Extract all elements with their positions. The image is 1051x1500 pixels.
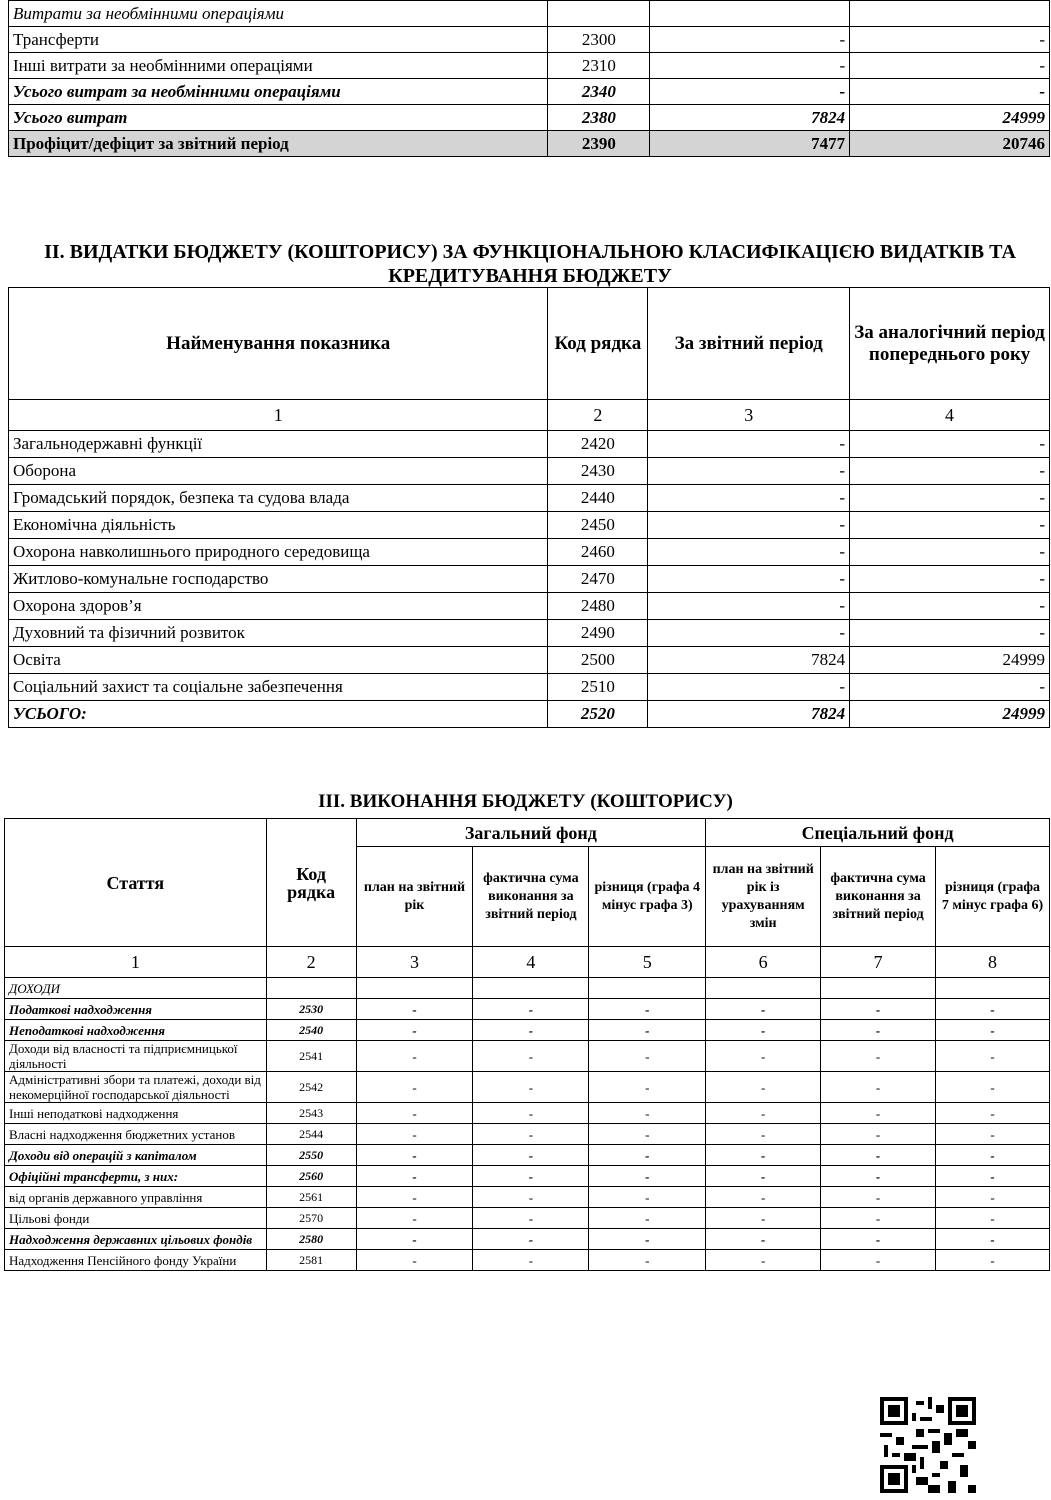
row-value: - — [706, 1072, 821, 1103]
row-value: - — [356, 1145, 473, 1166]
col-index: 2 — [548, 400, 648, 431]
table-row — [9, 539, 1050, 566]
row-code: 2430 — [548, 458, 648, 485]
row-current-value: - — [648, 566, 850, 593]
row-value: - — [821, 1145, 936, 1166]
row-code: 2560 — [266, 1166, 356, 1187]
row-code: 2340 — [548, 79, 650, 105]
empty-cell — [706, 978, 821, 999]
row-value: - — [589, 1103, 706, 1124]
header-g-diff: різниця (графа 4 мінус графа 3) — [589, 847, 706, 947]
row-previous-value — [850, 1, 1050, 27]
row-previous-value: - — [850, 566, 1050, 593]
col-index: 3 — [648, 400, 850, 431]
row-value: - — [821, 1208, 936, 1229]
header-article: Стаття — [5, 819, 267, 947]
row-name: Трансферти — [9, 27, 548, 53]
row-previous-value: - — [850, 53, 1050, 79]
table-row — [5, 1020, 1050, 1041]
col-index: 1 — [5, 947, 267, 978]
row-current-value: - — [650, 79, 850, 105]
row-value: - — [589, 1229, 706, 1250]
table-row — [9, 620, 1050, 647]
row-code: 2520 — [548, 701, 648, 728]
row-value: - — [589, 1250, 706, 1271]
row-article: Доходи від операцій з капіталом — [5, 1145, 267, 1166]
row-value: - — [821, 999, 936, 1020]
col-index: 4 — [850, 400, 1050, 431]
row-value: - — [589, 1020, 706, 1041]
empty-cell — [936, 978, 1050, 999]
header-general-fund: Загальний фонд — [356, 819, 706, 847]
row-value: - — [589, 1124, 706, 1145]
row-value: - — [706, 1145, 821, 1166]
row-value: - — [936, 1072, 1050, 1103]
table-row — [9, 674, 1050, 701]
row-value: - — [706, 1020, 821, 1041]
table-row — [5, 1124, 1050, 1145]
row-value: - — [589, 1145, 706, 1166]
row-value: - — [936, 1145, 1050, 1166]
row-name: Освіта — [9, 647, 548, 674]
header-s-diff: різниця (графа 7 мінус графа 6) — [936, 847, 1050, 947]
col-index: 4 — [473, 947, 589, 978]
row-value: - — [936, 1187, 1050, 1208]
table-row — [9, 593, 1050, 620]
row-value: - — [821, 1250, 936, 1271]
row-current-value — [650, 1, 850, 27]
row-value: - — [356, 999, 473, 1020]
row-previous-value: - — [850, 539, 1050, 566]
row-value: - — [706, 999, 821, 1020]
row-value: - — [473, 1041, 589, 1072]
row-code: 2450 — [548, 512, 648, 539]
row-value: - — [473, 1072, 589, 1103]
col-index: 2 — [266, 947, 356, 978]
table-row — [9, 485, 1050, 512]
row-value: - — [356, 1041, 473, 1072]
table-row — [9, 458, 1050, 485]
row-value: - — [356, 1187, 473, 1208]
row-name: Усього витрат за необмінними операціями — [9, 79, 548, 105]
row-value: - — [936, 1124, 1050, 1145]
table-row — [9, 131, 1050, 157]
row-name: Усього витрат — [9, 105, 548, 131]
row-code: 2490 — [548, 620, 648, 647]
row-code: 2570 — [266, 1208, 356, 1229]
row-name: Охорона здоров’я — [9, 593, 548, 620]
row-value: - — [821, 1124, 936, 1145]
row-value: - — [821, 1041, 936, 1072]
header-previous: За аналогічний період попереднього року — [850, 288, 1050, 400]
row-current-value: 7824 — [650, 105, 850, 131]
table-row — [5, 1103, 1050, 1124]
table-row — [5, 1250, 1050, 1271]
row-value: - — [473, 1145, 589, 1166]
row-current-value: 7824 — [648, 647, 850, 674]
empty-cell — [821, 978, 936, 999]
row-value: - — [936, 1208, 1050, 1229]
row-article: Офіційні трансферти, з них: — [5, 1166, 267, 1187]
row-code: 2581 — [266, 1250, 356, 1271]
row-current-value: - — [650, 53, 850, 79]
header-g-actual: фактична сума виконання за звітний період — [473, 847, 589, 947]
row-value: - — [706, 1103, 821, 1124]
row-code: 2460 — [548, 539, 648, 566]
row-current-value: - — [648, 620, 850, 647]
row-value: - — [473, 1250, 589, 1271]
empty-cell — [589, 978, 706, 999]
row-value: - — [821, 1103, 936, 1124]
functional-expenses-table — [8, 287, 1050, 728]
row-article: Адміністративні збори та платежі, доходи від некомерційної господарської діяльності — [5, 1072, 267, 1103]
table-row — [9, 701, 1050, 728]
row-value: - — [821, 1166, 936, 1187]
row-value: - — [473, 1187, 589, 1208]
row-code: 2543 — [266, 1103, 356, 1124]
row-current-value: - — [648, 431, 850, 458]
header-s-plan: план на звітний рік із урахуванням змін — [706, 847, 821, 947]
row-name: Витрати за необмінними операціями — [9, 1, 548, 27]
row-value: - — [589, 999, 706, 1020]
row-current-value: - — [648, 458, 850, 485]
row-current-value: - — [650, 27, 850, 53]
row-article: Надходження державних цільових фондів — [5, 1229, 267, 1250]
row-value: - — [473, 1229, 589, 1250]
budget-execution-table — [4, 818, 1050, 1271]
row-value: - — [936, 999, 1050, 1020]
row-name: Профіцит/дефіцит за звітний період — [9, 131, 548, 157]
row-value: - — [821, 1020, 936, 1041]
col-index: 3 — [356, 947, 473, 978]
header-s-actual: фактична сума виконання за звітний період — [821, 847, 936, 947]
row-article: Надходження Пенсійного фонду України — [5, 1250, 267, 1271]
row-name: Економічна діяльність — [9, 512, 548, 539]
row-value: - — [706, 1250, 821, 1271]
col-index: 8 — [936, 947, 1050, 978]
row-value: - — [589, 1072, 706, 1103]
row-code: 2420 — [548, 431, 648, 458]
row-previous-value: - — [850, 431, 1050, 458]
row-previous-value: 24999 — [850, 701, 1050, 728]
row-value: - — [821, 1072, 936, 1103]
header-code: Код рядка — [266, 819, 356, 947]
row-value: - — [473, 999, 589, 1020]
row-previous-value: - — [850, 485, 1050, 512]
table-row — [9, 27, 1050, 53]
table-row — [5, 1072, 1050, 1103]
row-previous-value: - — [850, 674, 1050, 701]
row-previous-value: 20746 — [850, 131, 1050, 157]
row-code: 2561 — [266, 1187, 356, 1208]
row-value: - — [706, 1208, 821, 1229]
row-code: 2550 — [266, 1145, 356, 1166]
table-row — [9, 566, 1050, 593]
qr-code-icon — [880, 1397, 976, 1493]
col-index: 5 — [589, 947, 706, 978]
row-code: 2542 — [266, 1072, 356, 1103]
row-value: - — [356, 1250, 473, 1271]
row-code: 2300 — [548, 27, 650, 53]
row-previous-value: - — [850, 79, 1050, 105]
row-article: Доходи від власності та підприємницької діяльності — [5, 1041, 267, 1072]
row-code: 2510 — [548, 674, 648, 701]
row-value: - — [936, 1041, 1050, 1072]
row-previous-value: - — [850, 593, 1050, 620]
row-code: 2440 — [548, 485, 648, 512]
row-value: - — [473, 1166, 589, 1187]
row-article: Власні надходження бюджетних установ — [5, 1124, 267, 1145]
table-row — [9, 647, 1050, 674]
table-row — [5, 1145, 1050, 1166]
section-3-title: ІІІ. ВИКОНАННЯ БЮДЖЕТУ (КОШТОРИСУ) — [318, 791, 733, 812]
row-value: - — [473, 1020, 589, 1041]
row-current-value: - — [648, 674, 850, 701]
row-article: від органів державного управління — [5, 1187, 267, 1208]
empty-cell — [473, 978, 589, 999]
row-value: - — [356, 1072, 473, 1103]
table-row — [9, 1, 1050, 27]
row-value: - — [356, 1020, 473, 1041]
row-code: 2541 — [266, 1041, 356, 1072]
row-value: - — [473, 1208, 589, 1229]
row-previous-value: - — [850, 27, 1050, 53]
row-article: Інші неподаткові надходження — [5, 1103, 267, 1124]
row-name: Загальнодержавні функції — [9, 431, 548, 458]
table-row — [9, 431, 1050, 458]
col-index: 6 — [706, 947, 821, 978]
row-current-value: - — [648, 593, 850, 620]
row-value: - — [356, 1166, 473, 1187]
row-name: Інші витрати за необмінними операціями — [9, 53, 548, 79]
row-value: - — [473, 1124, 589, 1145]
empty-cell — [356, 978, 473, 999]
header-name: Найменування показника — [9, 288, 548, 400]
row-code: 2480 — [548, 593, 648, 620]
row-code: 2390 — [548, 131, 650, 157]
row-name: УСЬОГО: — [9, 701, 548, 728]
table-row — [9, 79, 1050, 105]
row-current-value: - — [648, 512, 850, 539]
header-current: За звітний період — [648, 288, 850, 400]
row-value: - — [706, 1229, 821, 1250]
empty-cell — [266, 978, 356, 999]
row-value: - — [589, 1166, 706, 1187]
row-value: - — [589, 1041, 706, 1072]
row-value: - — [706, 1124, 821, 1145]
table-row — [9, 53, 1050, 79]
section-label-income: ДОХОДИ — [5, 978, 267, 999]
row-name: Оборона — [9, 458, 548, 485]
row-value: - — [706, 1187, 821, 1208]
expenses-table — [8, 0, 1050, 157]
row-name: Громадський порядок, безпека та судова влада — [9, 485, 548, 512]
row-value: - — [473, 1103, 589, 1124]
row-previous-value: - — [850, 620, 1050, 647]
table-row — [5, 999, 1050, 1020]
row-current-value: 7824 — [648, 701, 850, 728]
col-index: 1 — [9, 400, 548, 431]
row-code: 2500 — [548, 647, 648, 674]
row-value: - — [706, 1041, 821, 1072]
row-value: - — [356, 1103, 473, 1124]
row-value: - — [356, 1208, 473, 1229]
row-name: Житлово-комунальне господарство — [9, 566, 548, 593]
row-article: Цільові фонди — [5, 1208, 267, 1229]
row-article: Неподаткові надходження — [5, 1020, 267, 1041]
table-row — [5, 1229, 1050, 1250]
row-previous-value: 24999 — [850, 105, 1050, 131]
row-code: 2544 — [266, 1124, 356, 1145]
table-row — [9, 512, 1050, 539]
col-index: 7 — [821, 947, 936, 978]
row-value: - — [589, 1208, 706, 1229]
header-code: Код рядка — [548, 288, 648, 400]
row-code: 2310 — [548, 53, 650, 79]
row-previous-value: 24999 — [850, 647, 1050, 674]
row-value: - — [936, 1020, 1050, 1041]
table-row — [5, 1166, 1050, 1187]
row-value: - — [356, 1229, 473, 1250]
row-name: Духовний та фізичний розвиток — [9, 620, 548, 647]
row-value: - — [589, 1187, 706, 1208]
row-code: 2530 — [266, 999, 356, 1020]
row-value: - — [936, 1166, 1050, 1187]
row-value: - — [936, 1103, 1050, 1124]
row-code — [548, 1, 650, 27]
header-special-fund: Спеціальний фонд — [706, 819, 1050, 847]
row-code: 2470 — [548, 566, 648, 593]
row-value: - — [936, 1250, 1050, 1271]
row-value: - — [706, 1166, 821, 1187]
row-previous-value: - — [850, 512, 1050, 539]
row-value: - — [936, 1229, 1050, 1250]
table-row — [5, 1041, 1050, 1072]
row-name: Охорона навколишнього природного середовища — [9, 539, 548, 566]
row-current-value: - — [648, 485, 850, 512]
row-code: 2380 — [548, 105, 650, 131]
row-code: 2580 — [266, 1229, 356, 1250]
row-current-value: 7477 — [650, 131, 850, 157]
table-row — [9, 105, 1050, 131]
row-name: Соціальний захист та соціальне забезпечення — [9, 674, 548, 701]
row-previous-value: - — [850, 458, 1050, 485]
section-2-title: ІІ. ВИДАТКИ БЮДЖЕТУ (КОШТОРИСУ) ЗА ФУНКЦІОНАЛЬНОЮ КЛАСИФІКАЦІЄЮ ВИДАТКІВ ТА КРЕДИТУВАННЯ БЮДЖЕТУ — [44, 241, 1016, 287]
row-current-value: - — [648, 539, 850, 566]
header-g-plan: план на звітний рік — [356, 847, 473, 947]
row-value: - — [821, 1187, 936, 1208]
row-value: - — [821, 1229, 936, 1250]
row-value: - — [356, 1124, 473, 1145]
table-row — [5, 1208, 1050, 1229]
row-article: Податкові надходження — [5, 999, 267, 1020]
table-row — [5, 1187, 1050, 1208]
row-code: 2540 — [266, 1020, 356, 1041]
